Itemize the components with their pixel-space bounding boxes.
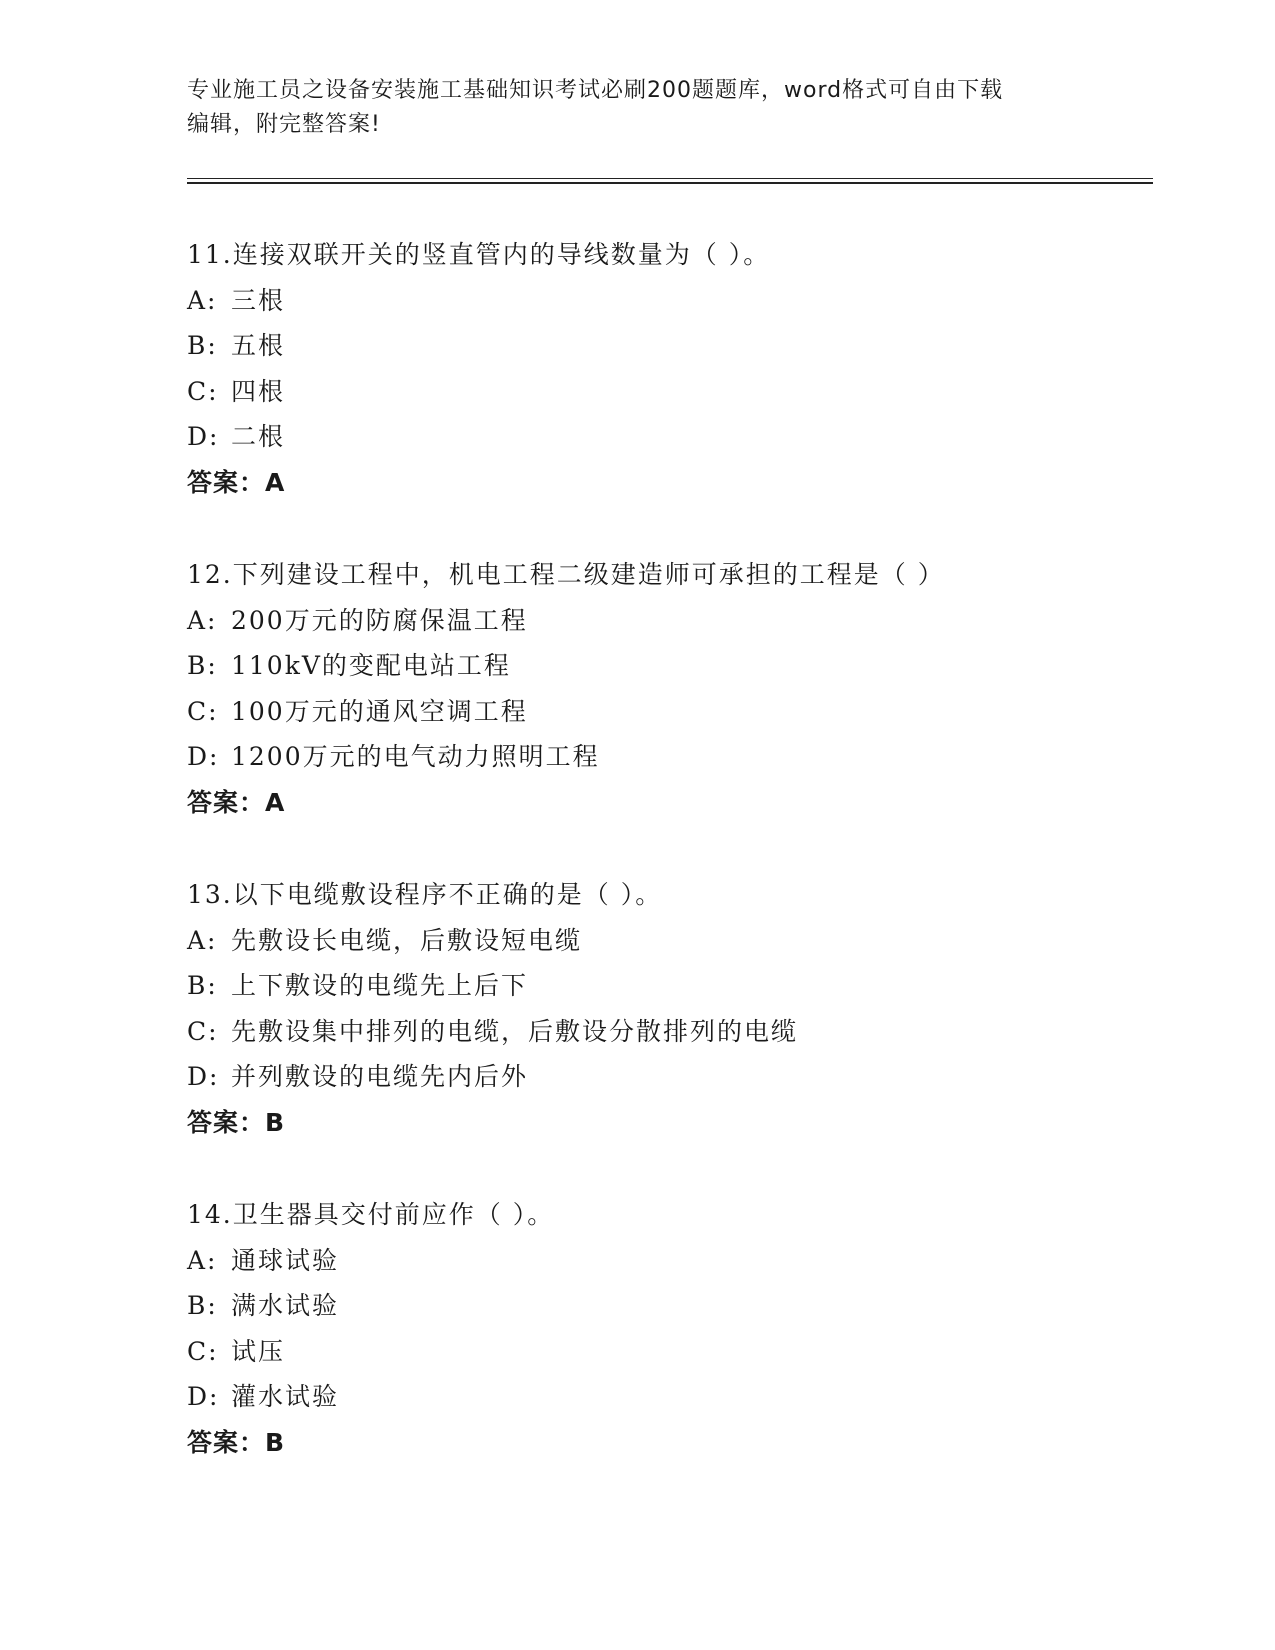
question-13 bbox=[187, 872, 1153, 1145]
option-text: 并列敷设的电缆先内后外 bbox=[231, 1062, 529, 1091]
answer: 答案：B bbox=[187, 1107, 286, 1137]
option-letter: A: bbox=[187, 605, 218, 635]
option-letter: C: bbox=[187, 1336, 219, 1366]
option-letter: B: bbox=[187, 331, 218, 360]
option-b bbox=[187, 1283, 1153, 1329]
question-text: 14.卫生器具交付前应作（ ）。 bbox=[187, 1200, 555, 1229]
answer: 答案：A bbox=[187, 787, 286, 817]
option-d bbox=[187, 1374, 1153, 1420]
header-divider-thick bbox=[187, 182, 1153, 184]
option-text: 满水试验 bbox=[231, 1291, 340, 1320]
answer: 答案：B bbox=[187, 1427, 286, 1457]
header-title-line-2: 编辑，附完整答案! bbox=[187, 112, 381, 137]
option-d bbox=[187, 734, 1153, 780]
option-text: 100万元的通风空调工程 bbox=[231, 696, 528, 726]
option-letter: B: bbox=[187, 1291, 218, 1320]
option-c bbox=[187, 1009, 1153, 1055]
header-title-line-1: 专业施工员之设备安装施工基础知识考试必刷200题题库，word格式可自由下载 bbox=[187, 78, 1004, 103]
header-divider-thin bbox=[187, 178, 1153, 179]
question-text: 12.下列建设工程中，机电工程二级建造师可承担的工程是（ ） bbox=[187, 560, 945, 589]
question-14 bbox=[187, 1192, 1153, 1465]
option-c bbox=[187, 369, 1153, 415]
option-a bbox=[187, 918, 1153, 964]
option-c bbox=[187, 689, 1153, 735]
option-letter: C: bbox=[187, 696, 219, 726]
option-letter: D: bbox=[187, 1062, 220, 1091]
option-letter: C: bbox=[187, 1016, 219, 1046]
option-letter: B: bbox=[187, 651, 218, 680]
option-text: 灌水试验 bbox=[231, 1382, 340, 1411]
question-list bbox=[187, 232, 1153, 1512]
option-a bbox=[187, 1238, 1153, 1284]
option-letter: A: bbox=[187, 1245, 218, 1275]
option-text: 上下敷设的电缆先上后下 bbox=[231, 971, 529, 1000]
option-text: 三根 bbox=[231, 285, 286, 315]
option-d bbox=[187, 1054, 1153, 1100]
question-text: 13.以下电缆敷设程序不正确的是（ ）。 bbox=[187, 880, 663, 909]
option-text: 试压 bbox=[231, 1336, 286, 1366]
option-text: 五根 bbox=[231, 331, 286, 360]
option-b bbox=[187, 323, 1153, 369]
option-letter: A: bbox=[187, 925, 218, 955]
option-text: 先敷设集中排列的电缆，后敷设分散排列的电缆 bbox=[231, 1016, 799, 1046]
option-text: 二根 bbox=[231, 422, 286, 451]
option-text: 200万元的防腐保温工程 bbox=[231, 605, 528, 635]
option-d bbox=[187, 414, 1153, 460]
option-text: 先敷设长电缆，后敷设短电缆 bbox=[231, 925, 583, 955]
option-letter: C: bbox=[187, 376, 219, 406]
option-letter: D: bbox=[187, 742, 220, 771]
option-letter: D: bbox=[187, 1382, 220, 1411]
option-letter: A: bbox=[187, 285, 218, 315]
document-header bbox=[187, 74, 1067, 142]
answer: 答案：A bbox=[187, 467, 286, 497]
option-b bbox=[187, 963, 1153, 1009]
option-a bbox=[187, 278, 1153, 324]
question-12 bbox=[187, 552, 1153, 825]
option-letter: D: bbox=[187, 422, 220, 451]
question-11 bbox=[187, 232, 1153, 505]
option-letter: B: bbox=[187, 971, 218, 1000]
option-text: 通球试验 bbox=[231, 1245, 340, 1275]
option-text: 110kV的变配电站工程 bbox=[231, 651, 511, 680]
option-text: 1200万元的电气动力照明工程 bbox=[231, 742, 600, 771]
question-text: 11.连接双联开关的竖直管内的导线数量为（ ）。 bbox=[187, 240, 771, 269]
option-b bbox=[187, 643, 1153, 689]
option-text: 四根 bbox=[231, 376, 286, 406]
option-c bbox=[187, 1329, 1153, 1375]
option-a bbox=[187, 598, 1153, 644]
